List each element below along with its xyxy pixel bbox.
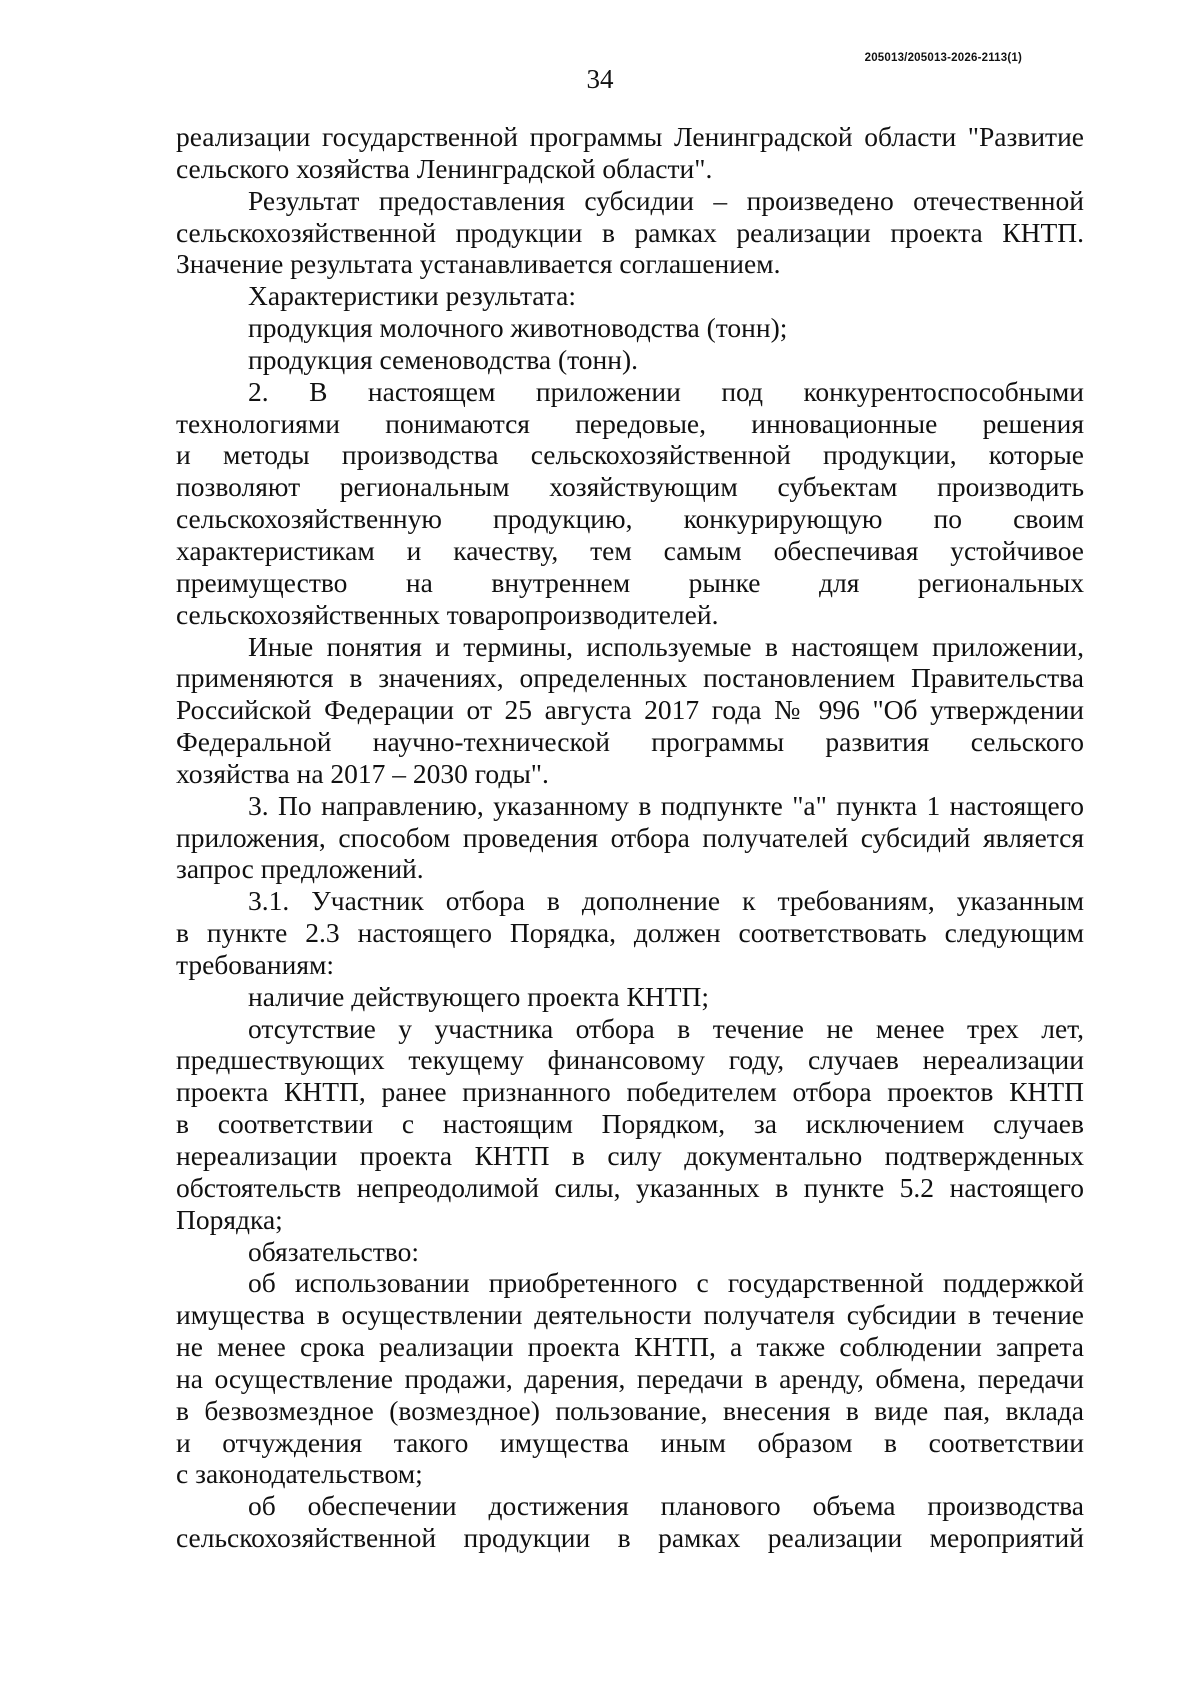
text-line: Иные понятия и термины, используемые в настоящем приложении, bbox=[248, 630, 1084, 662]
text-line: позволяют региональным хозяйствующим субъектам производить bbox=[176, 471, 1084, 503]
text-line: об обеспечении достижения планового объема производства bbox=[248, 1490, 1084, 1522]
text-line: 2. В настоящем приложении под конкурентоспособными bbox=[248, 375, 1084, 407]
text-line: сельскохозяйственной продукции в рамках реализации мероприятий bbox=[176, 1522, 1084, 1554]
document-body bbox=[176, 121, 1084, 1554]
text-line: в пункте 2.3 настоящего Порядка, должен соответствовать следующим bbox=[176, 917, 1084, 949]
document-code: 205013/205013-2026-2113(1) bbox=[864, 52, 1022, 64]
text-line: Результат предоставления субсидии – произведено отечественной bbox=[248, 184, 1084, 216]
text-line: сельскохозяйственной продукции в рамках реализации проекта КНТП. bbox=[176, 216, 1084, 248]
text-line: на осуществление продажи, дарения, передачи в аренду, обмена, передачи bbox=[176, 1362, 1084, 1394]
text-line: не менее срока реализации проекта КНТП, а также соблюдении запрета bbox=[176, 1331, 1084, 1363]
text-line: хозяйства на 2017 – 2030 годы". bbox=[176, 757, 549, 789]
text-line: Российской Федерации от 25 августа 2017 года № 996 "Об утверждении bbox=[176, 694, 1084, 726]
text-line: Значение результата устанавливается соглашением. bbox=[176, 248, 781, 280]
text-line: с законодательством; bbox=[176, 1458, 423, 1490]
text-line: Характеристики результата: bbox=[248, 280, 576, 312]
text-line: характеристикам и качеству, тем самым обеспечивая устойчивое bbox=[176, 534, 1084, 566]
text-line: требованиям: bbox=[176, 948, 335, 980]
text-line: сельскохозяйственных товаропроизводителей. bbox=[176, 598, 719, 630]
text-line: нереализации проекта КНТП в силу документально подтвержденных bbox=[176, 1140, 1084, 1171]
text-line: проекта КНТП, ранее признанного победителем отбора проектов КНТП bbox=[176, 1076, 1084, 1108]
text-line: сельскохозяйственную продукцию, конкурирующую по своим bbox=[176, 503, 1084, 535]
text-line: применяются в значениях, определенных постановлением Правительства bbox=[176, 662, 1084, 694]
text-line: приложения, способом проведения отбора получателей субсидий является bbox=[176, 821, 1084, 853]
text-line: 3.1. Участник отбора в дополнение к требованиям, указанным bbox=[248, 885, 1084, 917]
text-line: сельского хозяйства Ленинградской области". bbox=[176, 152, 713, 184]
text-line: предшествующих текущему финансовому году, случаев нереализации bbox=[176, 1044, 1084, 1076]
text-line: запрос предложений. bbox=[176, 853, 424, 885]
text-line: реализации государственной программы Ленинградской области "Развитие bbox=[176, 121, 1084, 152]
text-line: технологиями понимаются передовые, инновационные решения bbox=[176, 407, 1084, 439]
text-line: продукция молочного животноводства (тонн); bbox=[248, 312, 788, 344]
text-line: и отчуждения такого имущества иным образом в соответствии bbox=[176, 1426, 1084, 1458]
text-line: обязательство: bbox=[248, 1235, 419, 1267]
text-line: в соответствии с настоящим Порядком, за исключением случаев bbox=[176, 1108, 1084, 1140]
text-line: об использовании приобретенного с государственной поддержкой bbox=[248, 1267, 1084, 1299]
text-line: Федеральной научно-технической программы развития сельского bbox=[176, 726, 1084, 758]
text-line: продукция семеноводства (тонн). bbox=[248, 343, 639, 375]
text-line: наличие действующего проекта КНТП; bbox=[248, 980, 710, 1012]
text-line: имущества в осуществлении деятельности получателя субсидии в течение bbox=[176, 1299, 1084, 1331]
text-line: отсутствие у участника отбора в течение не менее трех лет, bbox=[248, 1012, 1084, 1044]
text-line: обстоятельств непреодолимой силы, указанных в пункте 5.2 настоящего bbox=[176, 1171, 1084, 1203]
text-line: Порядка; bbox=[176, 1203, 283, 1235]
text-line: и методы производства сельскохозяйственной продукции, которые bbox=[176, 439, 1084, 471]
text-line: 3. По направлению, указанному в подпункте "а" пункта 1 настоящего bbox=[248, 789, 1084, 821]
text-line: в безвозмездное (возмездное) пользование, внесения в виде пая, вклада bbox=[176, 1394, 1084, 1426]
page-number: 34 bbox=[586, 64, 614, 94]
text-line: преимущество на внутреннем рынке для региональных bbox=[176, 566, 1084, 598]
